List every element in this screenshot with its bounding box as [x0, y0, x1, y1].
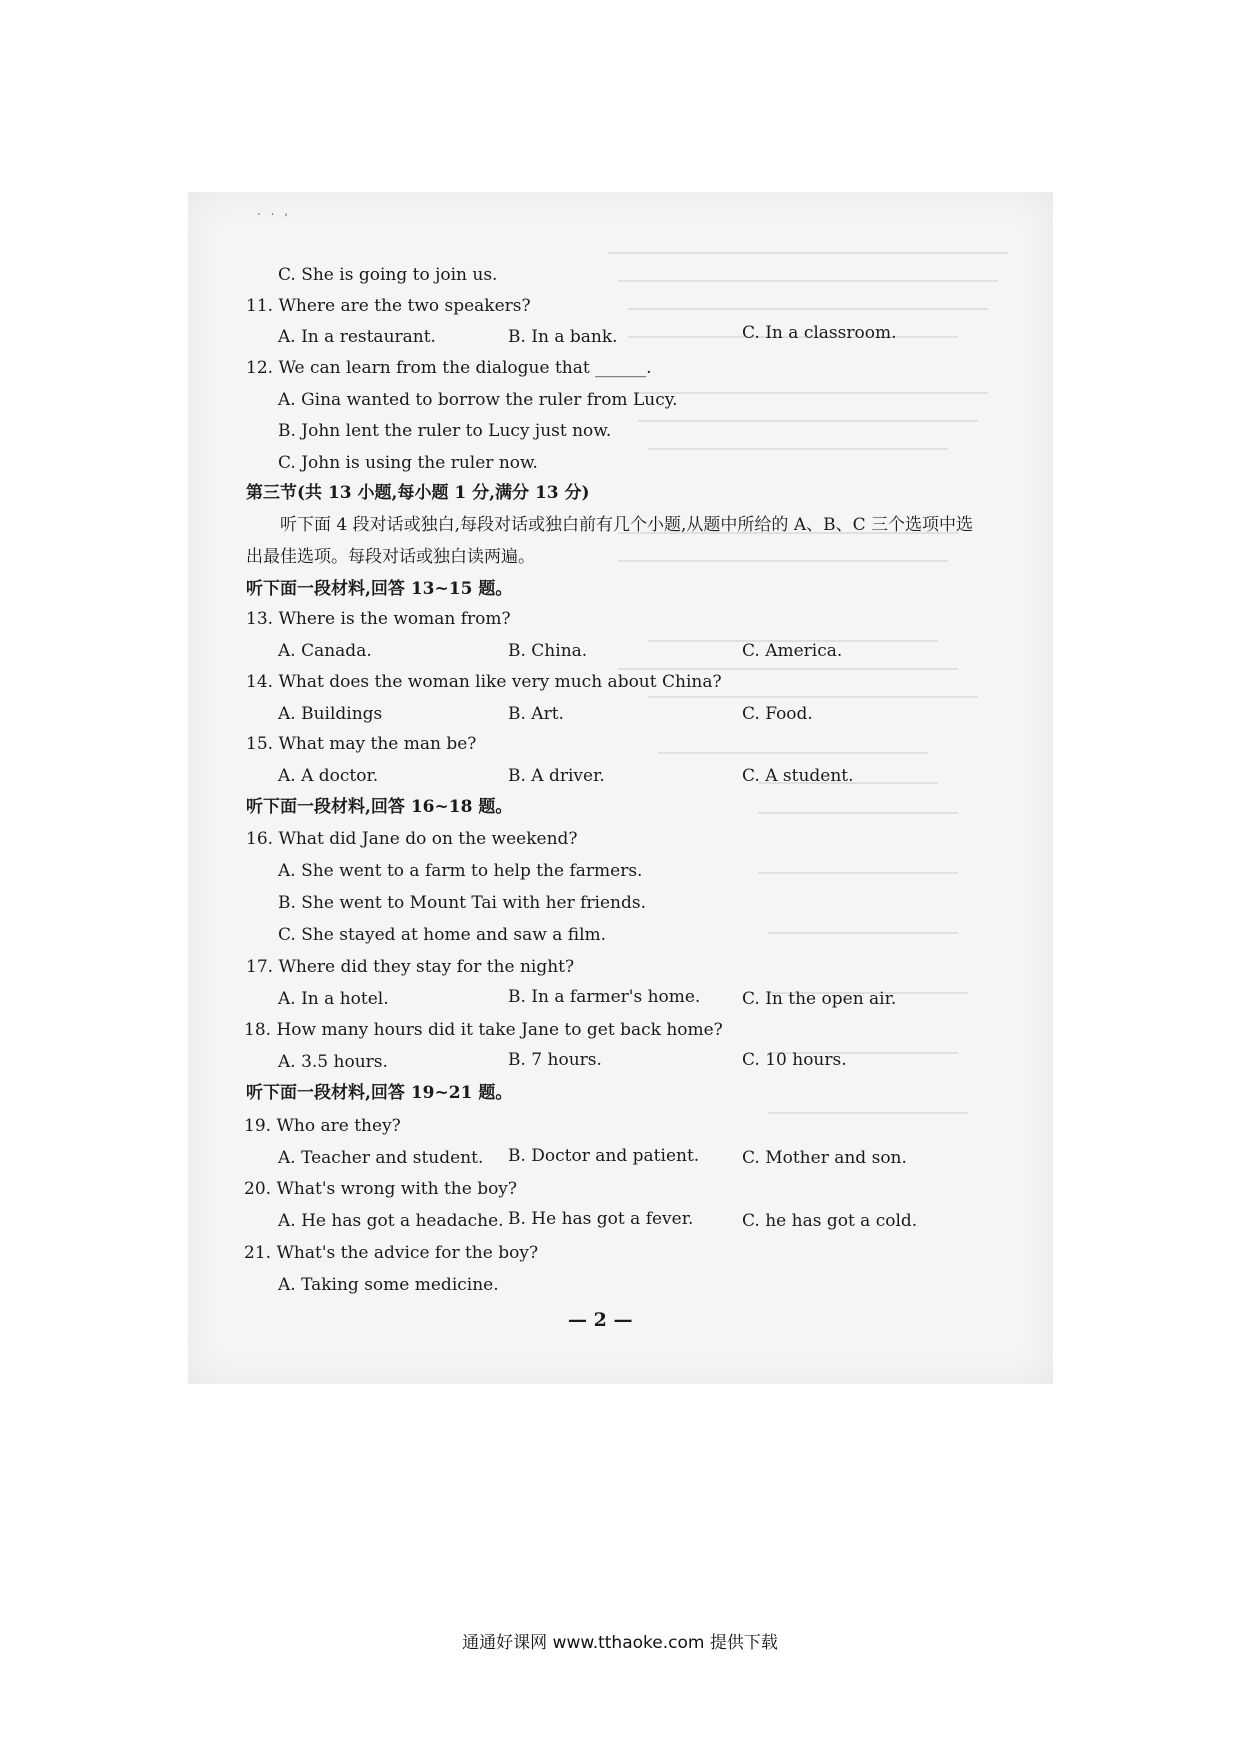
section-3-instruction-line-2: 出最佳选项。每段对话或独白读两遍。	[246, 547, 535, 567]
question-11-option-c: C. In a classroom.	[742, 323, 897, 343]
question-19-option-a: A. Teacher and student.	[278, 1148, 484, 1168]
question-13-option-c: C. America.	[742, 641, 843, 661]
question-10-option-c: C. She is going to join us.	[278, 265, 498, 285]
question-11-option-a: A. In a restaurant.	[278, 327, 436, 347]
question-20-option-a: A. He has got a headache.	[278, 1211, 504, 1231]
question-18-option-b: B. 7 hours.	[508, 1050, 602, 1070]
question-13-option-b: B. China.	[508, 641, 588, 661]
question-16: 16. What did Jane do on the weekend?	[246, 829, 578, 849]
question-14: 14. What does the woman like very much about China?	[246, 672, 722, 692]
question-14-option-a: A. Buildings	[278, 704, 383, 724]
group-2-heading: 听下面一段材料,回答 16~18 题。	[246, 797, 513, 817]
question-17-option-a: A. In a hotel.	[278, 989, 389, 1009]
download-footer: 通通好课网 www.tthaoke.com 提供下载	[462, 1633, 778, 1653]
question-16-option-b: B. She went to Mount Tai with her friends.	[278, 893, 646, 913]
question-15: 15. What may the man be?	[246, 734, 477, 754]
question-13-option-a: A. Canada.	[278, 641, 372, 661]
question-12-option-a: A. Gina wanted to borrow the ruler from Lucy.	[278, 390, 678, 410]
question-12-option-c: C. John is using the ruler now.	[278, 453, 538, 473]
question-17-option-b: B. In a farmer's home.	[508, 987, 701, 1007]
question-12: 12. We can learn from the dialogue that ______.	[246, 358, 652, 378]
question-17: 17. Where did they stay for the night?	[246, 957, 575, 977]
page-number: — 2 —	[568, 1309, 633, 1331]
question-13: 13. Where is the woman from?	[246, 609, 511, 629]
question-20-option-b: B. He has got a fever.	[508, 1209, 694, 1229]
question-19: 19. Who are they?	[244, 1116, 401, 1136]
section-3-instruction-line-1: 听下面 4 段对话或独白,每段对话或独白前有几个小题,从题中所给的 A、B、C 三个选项中选	[280, 515, 974, 535]
question-20-option-c: C. he has got a cold.	[742, 1211, 918, 1231]
question-11-option-b: B. In a bank.	[508, 327, 618, 347]
question-20: 20. What's wrong with the boy?	[244, 1179, 518, 1199]
question-18-option-c: C. 10 hours.	[742, 1050, 847, 1070]
question-11: 11. Where are the two speakers?	[246, 296, 531, 316]
question-17-option-c: C. In the open air.	[742, 989, 897, 1009]
section-3-heading: 第三节(共 13 小题,每小题 1 分,满分 13 分)	[246, 483, 590, 503]
question-15-option-b: B. A driver.	[508, 766, 605, 786]
question-19-option-b: B. Doctor and patient.	[508, 1146, 700, 1166]
group-3-heading: 听下面一段材料,回答 19~21 题。	[246, 1083, 513, 1103]
question-16-option-a: A. She went to a farm to help the farmers.	[278, 861, 643, 881]
question-19-option-c: C. Mother and son.	[742, 1148, 907, 1168]
group-1-heading: 听下面一段材料,回答 13~15 题。	[246, 579, 513, 599]
question-18-option-a: A. 3.5 hours.	[278, 1052, 388, 1072]
question-14-option-c: C. Food.	[742, 704, 813, 724]
question-18: 18. How many hours did it take Jane to get back home?	[244, 1020, 723, 1040]
question-21: 21. What's the advice for the boy?	[244, 1243, 539, 1263]
scan-speckles: . . ,	[257, 204, 292, 218]
question-16-option-c: C. She stayed at home and saw a film.	[278, 925, 607, 945]
question-15-option-c: C. A student.	[742, 766, 854, 786]
question-15-option-a: A. A doctor.	[278, 766, 379, 786]
question-12-option-b: B. John lent the ruler to Lucy just now.	[278, 421, 612, 441]
question-21-option-a: A. Taking some medicine.	[278, 1275, 499, 1295]
question-14-option-b: B. Art.	[508, 704, 564, 724]
